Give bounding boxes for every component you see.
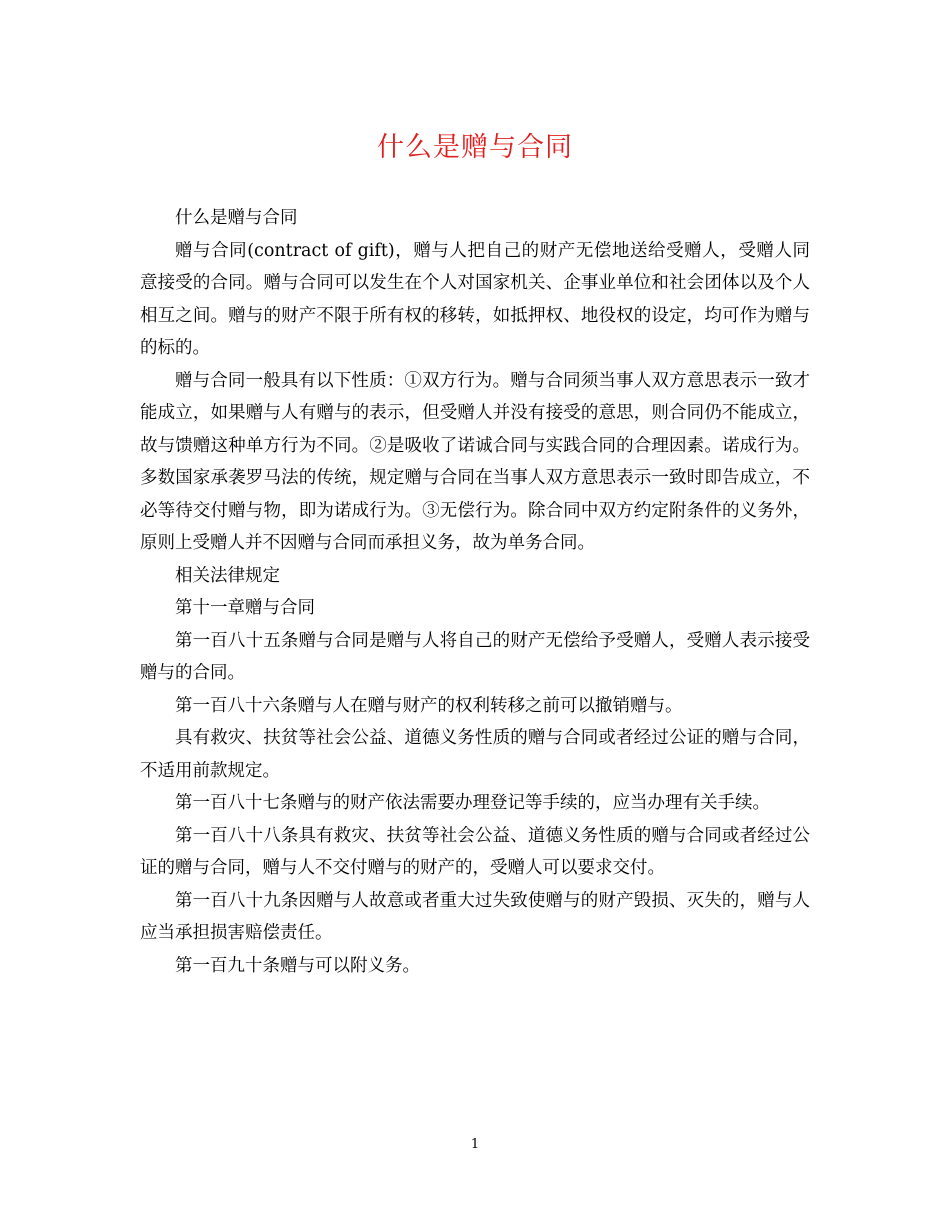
paragraph-article-189: 第一百八十九条因赠与人故意或者重大过失致使赠与的财产毁损、灭失的，赠与人应当承担损害赔偿责任。 [140, 890, 810, 943]
paragraph-article-185: 第一百八十五条赠与合同是赠与人将自己的财产无偿给予受赠人，受赠人表示接受赠与的合同。 [140, 630, 810, 683]
paragraph-definition: 赠与合同(contract of gift)，赠与人把自己的财产无偿地送给受赠人，受赠人同意接受的合同。赠与合同可以发生在个人对国家机关、企事业单位和社会团体以及个人相互之间。赠与的财产不限于所有权的移转，如抵押权、地役权的设定，均可作为赠与的标的。 [140, 240, 810, 358]
paragraph-properties: 赠与合同一般具有以下性质：①双方行为。赠与合同须当事人双方意思表示一致才能成立，如果赠与人有赠与的表示，但受赠人并没有接受的意思，则合同仍不能成立，故与馈赠这种单方行为不同。②是吸收了诺诚合同与实践合同的合理因素。诺成行为。多数国家承袭罗马法的传统，规定赠与合同在当事人双方意思表示一致时即告成立，不必等待交付赠与物，即为诺成行为。③无偿行为。除合同中双方约定附条件的义务外，原则上受赠人并不因赠与合同而承担义务，故为单务合同。 [140, 370, 810, 553]
paragraph-legal-heading: 相关法律规定 [175, 565, 280, 586]
paragraph-article-186: 第一百八十六条赠与人在赠与财产的权利转移之前可以撤销赠与。 [175, 695, 683, 716]
paragraph-article-190: 第一百九十条赠与可以附义务。 [175, 955, 420, 976]
paragraph-article-187: 第一百八十七条赠与的财产依法需要办理登记等手续的，应当办理有关手续。 [175, 793, 770, 813]
page-number: 1 [470, 1137, 480, 1152]
paragraph-chapter: 第十一章赠与合同 [175, 598, 315, 618]
paragraph-article-188: 第一百八十八条具有救灾、扶贫等社会公益、道德义务性质的赠与合同或者经过公证的赠与合同，赠与人不交付赠与的财产的，受赠人可以要求交付。 [140, 825, 810, 878]
document-title: 什么是赠与合同 [377, 132, 573, 163]
document-body [140, 202, 810, 982]
paragraph-article-186-exception: 具有救灾、扶贫等社会公益、道德义务性质的赠与合同或者经过公证的赠与合同，不适用前款规定。 [140, 728, 810, 781]
paragraph-heading: 什么是赠与合同 [175, 208, 298, 228]
